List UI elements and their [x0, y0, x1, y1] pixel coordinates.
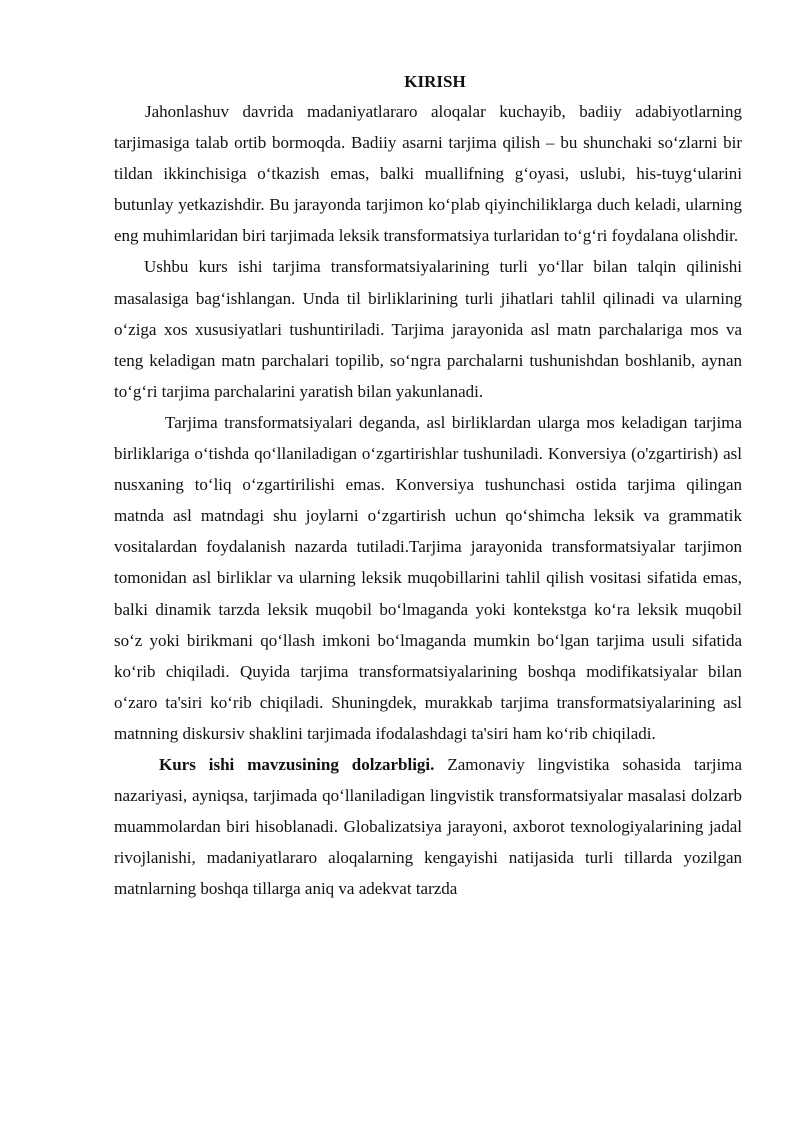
paragraph-course-work: Ushbu kurs ishi tarjima transformatsiyalarining turli yo‘llar bilan talqin qilinishi masalasiga bag‘ishlangan. Unda til birliklarining turli jihatlari tahlil qilinadi va ularning o‘ziga xos xususiyatlari tushuntiriladi. Tarjima jarayonida asl matn parchalariga mos va teng keladigan matn parchalari topilib, so‘ngra parchalarni tushunishdan boshlanib, aynan to‘g‘ri tarjima parchalarini yaratish bilan yakunlanadi.	[114, 257, 742, 401]
paragraph-intro: Jahonlashuv davrida madaniyatlararo aloqalar kuchayib, badiiy adabiyotlarning tarjimasiga talab ortib bormoqda. Badiiy asarni tarjima qilish – bu shunchaki so‘zlarni bir tildan ikkinchisiga o‘tkazish emas, balki muallifning g‘oyasi, uslubi, his-tuyg‘ularini butunlay yetkazishdir. Bu jarayonda tarjimon ko‘plab qiyinchiliklarga duch keladi, ularning eng muhimlaridan biri tarjimada leksik transformatsiya turlaridan to‘g‘ri foydalana olishdir.	[114, 102, 742, 246]
relevance-heading: Kurs ishi mavzusining dolzarbligi.	[159, 754, 435, 774]
document-title: KIRISH	[404, 72, 466, 91]
relevance-text: Zamonaviy lingvistika sohasida tarjima nazariyasi, ayniqsa, tarjimada qo‘llaniladigan lingvistik transformatsiyalar masalasi dolzarb muammolardan biri hisoblanadi. Globalizatsiya jarayoni, axborot texnologiyalarining jadal rivojlanishi, madaniyatlararo aloqalarning kengayishi natijasida turli tillarda yozilgan matnlarning boshqa tillarga aniq va adekvat tarzda	[114, 754, 742, 899]
paragraph-transformations: Tarjima transformatsiyalari deganda, asl birliklardan ularga mos keladigan tarjima birliklariga o‘tishda qo‘llaniladigan o‘zgartirishlar tushuniladi. Konversiya (o'zgartirish) asl nusxaning to‘liq o‘zgartirilishi emas. Konversiya tushunchasi ostida tarjima qilingan matnda asl matndagi shu joylarni o‘zgartirish uchun qo‘shimcha leksik va grammatik vositalardan foydalanish nazarda tutiladi.Tarjima jarayonida transformatsiyalar tarjimon tomonidan asl birliklar va ularning leksik muqobillarini tahlil qilish vositasi sifatida emas, balki dinamik tarzda leksik muqobil bo‘lmaganda yoki kontekstga ko‘ra leksik muqobil so‘z yoki birikmani qo‘llash imkoni bo‘lmaganda mumkin bo‘lgan tarjima usuli sifatida ko‘rib chiqiladi. Quyida tarjima transformatsiyalarining boshqa modifikatsiyalar bilan o‘zaro ta'siri ko‘rib chiqiladi. Shuningdek, murakkab tarjima transformatsiyalarining asl matnning diskursiv shaklini tarjimada ifodalashdagi ta'siri ham ko‘rib chiqiladi.	[114, 412, 742, 743]
document-page	[114, 72, 742, 904]
paragraph-relevance	[114, 749, 742, 904]
